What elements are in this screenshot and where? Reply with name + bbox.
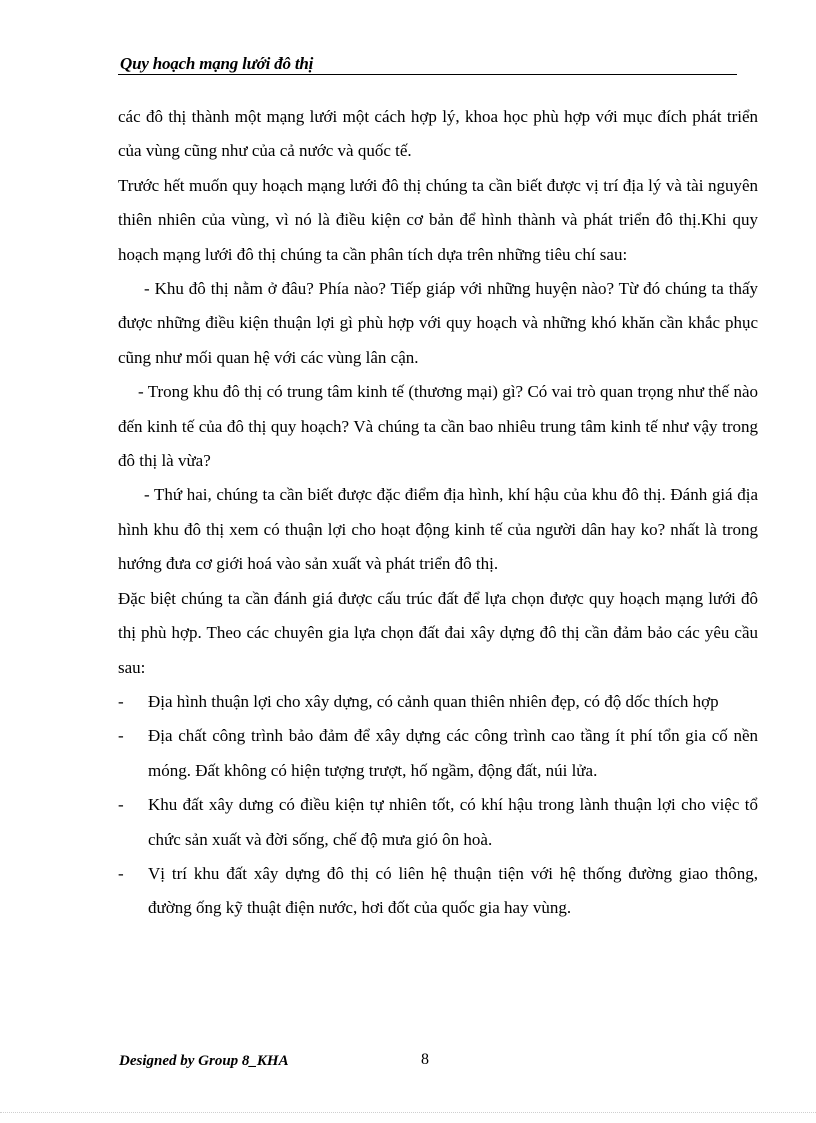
list-dash: -	[118, 691, 124, 711]
paragraph-continuation: các đô thị thành một mạng lưới một cách hợp lý, khoa học phù hợp với mục đích phát triển của vùng cũng như của cả nước và quốc tế.	[118, 107, 758, 161]
list-item-text: Vị trí khu đất xây dựng đô thị có liên hệ thuận tiện với hệ thống đường giao thông, đường ống kỹ thuật điện nước, hơi đốt của quốc gia hay vùng.	[148, 863, 758, 918]
paragraph-intro: Trước hết muốn quy hoạch mạng lưới đô thị chúng ta cần biết được vị trí địa lý và tài nguyên thiên nhiên của vùng, vì nó là điều kiện cơ bản để hình thành và phát triển đô thị.Khi quy hoạch mạng lưới đô thị chúng ta cần phân tích dựa trên những tiêu chí sau:	[118, 175, 758, 264]
list-dash: -	[118, 795, 124, 815]
header-rule	[118, 74, 737, 75]
paragraph-location: - Khu đô thị nằm ở đâu? Phía nào? Tiếp giáp với những huyện nào? Từ đó chúng ta thấy được những điều kiện thuận lợi gì phù hợp với quy hoạch và những khó khăn cần khắc phục cũng như mối quan hệ với các vùng lân cận.	[118, 279, 758, 367]
list-item	[118, 788, 758, 857]
list-item	[118, 685, 758, 719]
list-dash: -	[118, 726, 124, 746]
paragraph-terrain: - Thứ hai, chúng ta cần biết được đặc điểm địa hình, khí hậu của khu đô thị. Đánh giá địa hình khu đô thị xem có thuận lợi cho hoạt động kinh tế của người dân hay ko? nhất là trong hướng đưa cơ giới hoá vào sản xuất và phát triển đô thị.	[118, 485, 758, 574]
list-dash: -	[118, 863, 124, 883]
page-body	[118, 100, 758, 926]
page-bottom-border	[0, 1112, 816, 1113]
list-item	[118, 719, 758, 788]
paragraph-soil-structure: Đặc biệt chúng ta cần đánh giá được cấu trúc đất để lựa chọn được quy hoạch mạng lưới đô thị phù hợp. Theo các chuyên gia lựa chọn đất đai xây dựng đô thị cần đảm bảo các yêu cầu sau:	[118, 588, 758, 677]
list-item	[118, 857, 758, 926]
page-number: 8	[421, 1051, 429, 1068]
running-header-title: Quy hoạch mạng lưới đô thị	[120, 54, 314, 73]
footer-credit: Designed by Group 8_KHA	[119, 1053, 289, 1069]
list-item-text: Khu đất xây dưng có điều kiện tự nhiên tốt, có khí hậu trong lành thuận lợi cho việc tổ chức sản xuất và đời sống, chế độ mưa gió ôn hoà.	[148, 795, 758, 849]
list-item-text: Địa chất công trình bảo đảm để xây dựng các công trình cao tầng ít phí tổn gia cố nền móng. Đất không có hiện tượng trượt, hố ngầm, động đất, núi lửa.	[148, 726, 758, 780]
paragraph-economic-center: - Trong khu đô thị có trung tâm kinh tế (thương mại) gì? Có vai trò quan trọng như thế nào đến kinh tế của đô thị quy hoạch? Và chúng ta cần bao nhiêu trung tâm kinh tế như vậy trong đô thị là vừa?	[118, 382, 758, 471]
list-item-text: Địa hình thuận lợi cho xây dựng, có cảnh quan thiên nhiên đẹp, có độ dốc thích hợp	[148, 691, 719, 711]
